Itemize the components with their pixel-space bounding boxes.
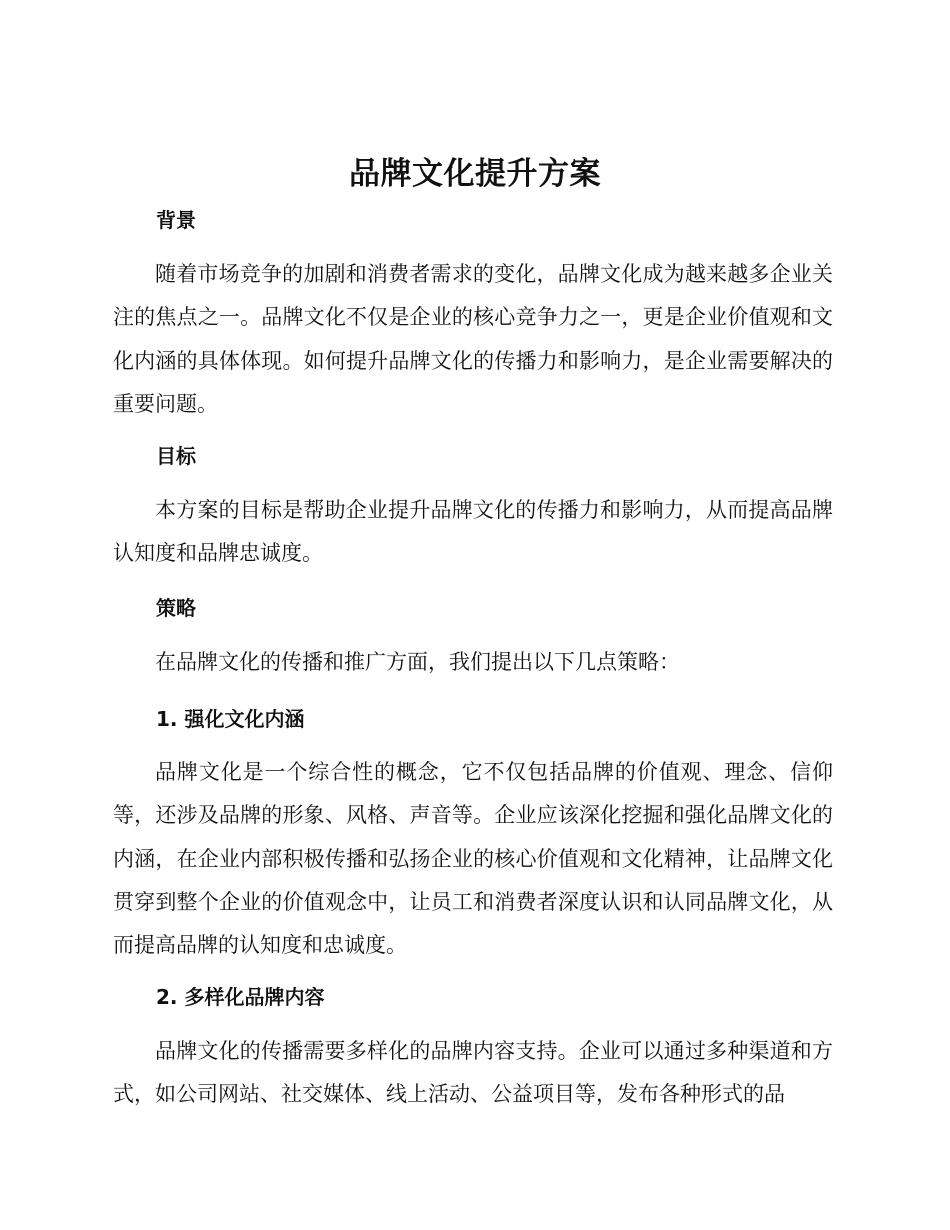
section-paragraph-background: 随着市场竞争的加剧和消费者需求的变化，品牌文化成为越来越多企业关注的焦点之一。品牌文化不仅是企业的核心竞争力之一，更是企业价值观和文化内涵的具体体现。如何提升品牌文化的传播力和影响力，是企业需要解决的重要问题。: [113, 262, 833, 416]
section-heading-strategy: 策略: [156, 596, 196, 620]
section-heading-background: 背景: [156, 208, 196, 232]
section-paragraph-strengthen-culture: 品牌文化是一个综合性的概念，它不仅包括品牌的价值观、理念、信仰等，还涉及品牌的形象、风格、声音等。企业应该深化挖掘和强化品牌文化的内涵，在企业内部积极传播和弘扬企业的核心价值观和文化精神，让品牌文化贯穿到整个企业的价值观念中，让员工和消费者深度认识和认同品牌文化，从而提高品牌的认知度和忠诚度。: [113, 760, 833, 958]
section-paragraph-strategy: 在品牌文化的传播和推广方面，我们提出以下几点策略：: [155, 650, 680, 674]
section-heading-diversify-content: 2. 多样化品牌内容: [156, 985, 325, 1009]
section-paragraph-goal: 本方案的目标是帮助企业提升品牌文化的传播力和影响力，从而提高品牌认知度和品牌忠诚度。: [113, 498, 833, 566]
section-heading-strengthen-culture: 1. 强化文化内涵: [156, 707, 305, 731]
section-heading-goal: 目标: [156, 444, 196, 468]
section-paragraph-diversify-content: 品牌文化的传播需要多样化的品牌内容支持。企业可以通过多种渠道和方式，如公司网站、社交媒体、线上活动、公益项目等，发布各种形式的品: [113, 1039, 833, 1107]
document-title: 品牌文化提升方案: [349, 156, 601, 192]
